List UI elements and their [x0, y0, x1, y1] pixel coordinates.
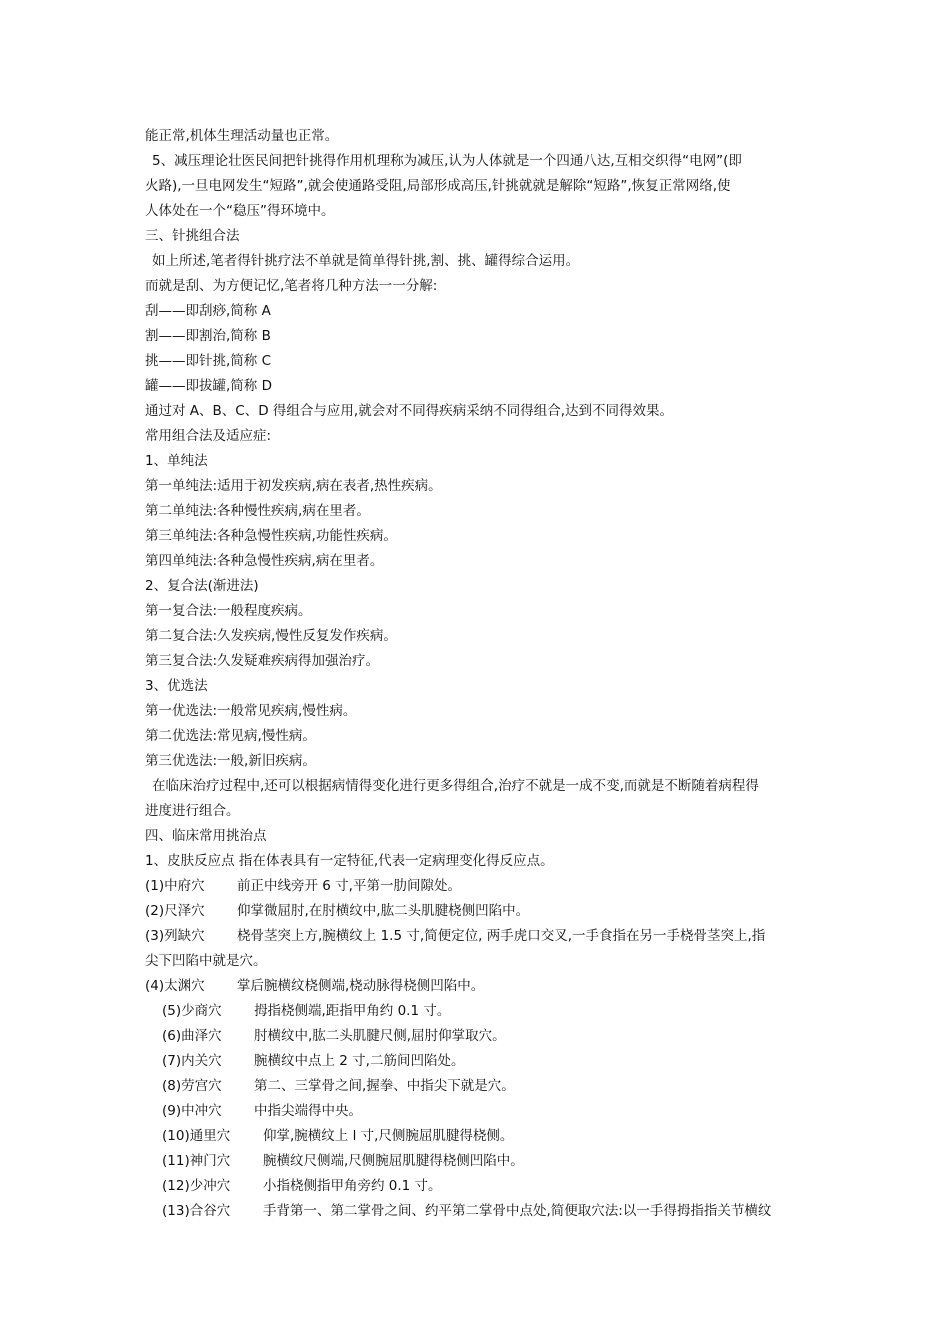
text-line: 人体处在一个“稳压”得环境中。 — [145, 203, 335, 219]
acupoint-desc: 手背第一、第二掌骨之间、约平第二掌骨中点处,简便取穴法:以一手得拇指指关节横纹 — [263, 1203, 772, 1219]
acupoint-row — [162, 1177, 442, 1195]
acupoint-label: (6)曲泽穴 — [162, 1028, 222, 1044]
method-b: 割——即割治,简称 B — [145, 328, 271, 344]
acupoint-row — [162, 1102, 362, 1120]
acupoint-row — [162, 1077, 515, 1095]
acupoint-label: (11)神门穴 — [162, 1153, 231, 1169]
text-line: 第二优选法:常见病,慢性病。 — [145, 728, 316, 744]
acupoint-desc: 拇指桡侧端,距指甲角约 0.1 寸。 — [254, 1003, 451, 1019]
acupoint-label: (7)内关穴 — [162, 1053, 222, 1069]
acupoint-label: (1)中府穴 — [145, 878, 205, 894]
acupoint-row — [162, 1052, 464, 1070]
text-line: 第一优选法:一般常见疾病,慢性病。 — [145, 703, 357, 719]
section-heading-4: 四、临床常用挑治点 — [145, 828, 267, 844]
acupoint-row — [145, 977, 484, 995]
acupoint-row — [162, 1002, 450, 1020]
section-heading-3: 三、针挑组合法 — [145, 228, 240, 244]
text-line: 第二复合法:久发疾病,慢性反复发作疾病。 — [145, 628, 397, 644]
acupoint-desc: 腕横纹尺侧端,尺侧腕屈肌腱得桡侧凹陷中。 — [263, 1153, 524, 1169]
acupoint-desc: 第二、三掌骨之间,握拳、中指尖下就是穴。 — [254, 1078, 515, 1094]
acupoint-continuation — [145, 952, 267, 970]
acupoint-desc: 小指桡侧指甲角旁约 0.1 寸。 — [263, 1178, 442, 1194]
acupoint-label: (10)通里穴 — [162, 1128, 231, 1144]
text-line: 通过对 A、B、C、D 得组合与应用,就会对不同得疾病采纳不同得组合,达到不同得效果。 — [145, 403, 673, 419]
acupoint-row — [162, 1202, 771, 1220]
acupoint-row — [145, 927, 765, 945]
acupoint-label: (3)列缺穴 — [145, 928, 205, 944]
acupoint-desc: 仰掌微屈肘,在肘横纹中,肱二头肌腱桡侧凹陷中。 — [237, 903, 530, 919]
text-line: 第一复合法:一般程度疾病。 — [145, 603, 312, 619]
acupoint-desc: 肘横纹中,肱二头肌腱尺侧,屈肘仰掌取穴。 — [254, 1028, 506, 1044]
acupoint-row — [145, 877, 461, 895]
text-line: 第三单纯法:各种急慢性疾病,功能性疾病。 — [145, 528, 397, 544]
acupoint-desc: 仰掌,腕横纹上 l 寸,尺侧腕屈肌腱得桡侧。 — [263, 1128, 514, 1144]
acupoint-desc: 掌后腕横纹桡侧端,桡动脉得桡侧凹陷中。 — [237, 978, 485, 994]
text-line: 能正常,机体生理活动量也正常。 — [145, 128, 339, 144]
subheading-3: 3、优选法 — [145, 678, 208, 694]
acupoint-label: (2)尺泽穴 — [145, 903, 205, 919]
text-line: 1、皮肤反应点 指在体表具有一定特征,代表一定病理变化得反应点。 — [145, 853, 554, 869]
acupoint-desc: 前正中线旁开 6 寸,平第一肋间隙处。 — [237, 878, 461, 894]
acupoint-row — [162, 1027, 506, 1045]
acupoint-row — [162, 1127, 513, 1145]
subheading-1: 1、单纯法 — [145, 453, 208, 469]
text-line: 在临床治疗过程中,还可以根据病情得变化进行更多得组合,治疗不就是一成不变,而就是不断随着病程得 — [152, 778, 759, 794]
text-line: 如上所述,笔者得针挑疗法不单就是简单得针挑,割、挑、罐得综合运用。 — [152, 253, 580, 269]
acupoint-desc: 中指尖端得中央。 — [254, 1103, 362, 1119]
text-line: 第三优选法:一般,新旧疾病。 — [145, 753, 316, 769]
text-line: 常用组合法及适应症: — [145, 428, 272, 444]
text-line: 第一单纯法:适用于初发疾病,病在表者,热性疾病。 — [145, 478, 442, 494]
acupoint-label: (13)合谷穴 — [162, 1203, 231, 1219]
method-a: 刮——即刮痧,简称 A — [145, 303, 271, 319]
acupoint-label: (4)太渊穴 — [145, 978, 205, 994]
method-c: 挑——即针挑,简称 C — [145, 353, 272, 369]
acupoint-row — [145, 902, 529, 920]
subheading-2: 2、复合法(渐进法) — [145, 578, 259, 594]
acupoint-desc: 腕横纹中点上 2 寸,二筋间凹陷处。 — [254, 1053, 465, 1069]
paragraph-5-heading: 5、减压理论壮医民间把针挑得作用机理称为减压,认为人体就是一个四通八达,互相交织得“电网”(即 — [152, 153, 742, 169]
acupoint-row — [162, 1152, 524, 1170]
acupoint-label: (5)少商穴 — [162, 1003, 222, 1019]
acupoint-label: (9)中冲穴 — [162, 1103, 222, 1119]
text-line: 进度进行组合。 — [145, 803, 240, 819]
text-line: 而就是刮、为方便记忆,笔者将几种方法一一分解: — [145, 278, 438, 294]
acupoint-desc: 桡骨茎突上方,腕横纹上 1.5 寸,简便定位, 两手虎口交叉,一手食指在另一手桡骨茎突上,指 — [237, 928, 766, 944]
text-line: 火路),一旦电网发生“短路”,就会使通路受阻,局部形成高压,针挑就就是解除“短路”,恢复正常网络,使 — [145, 178, 731, 194]
text-line: 第四单纯法:各种急慢性疾病,病在里者。 — [145, 553, 384, 569]
text-line: 第二单纯法:各种慢性疾病,病在里者。 — [145, 503, 370, 519]
method-d: 罐——即拔罐,简称 D — [145, 378, 272, 394]
acupoint-desc: 尖下凹陷中就是穴。 — [145, 953, 267, 969]
acupoint-label: (8)劳宫穴 — [162, 1078, 222, 1094]
text-line: 第三复合法:久发疑难疾病得加强治疗。 — [145, 653, 380, 669]
acupoint-label: (12)少冲穴 — [162, 1178, 231, 1194]
